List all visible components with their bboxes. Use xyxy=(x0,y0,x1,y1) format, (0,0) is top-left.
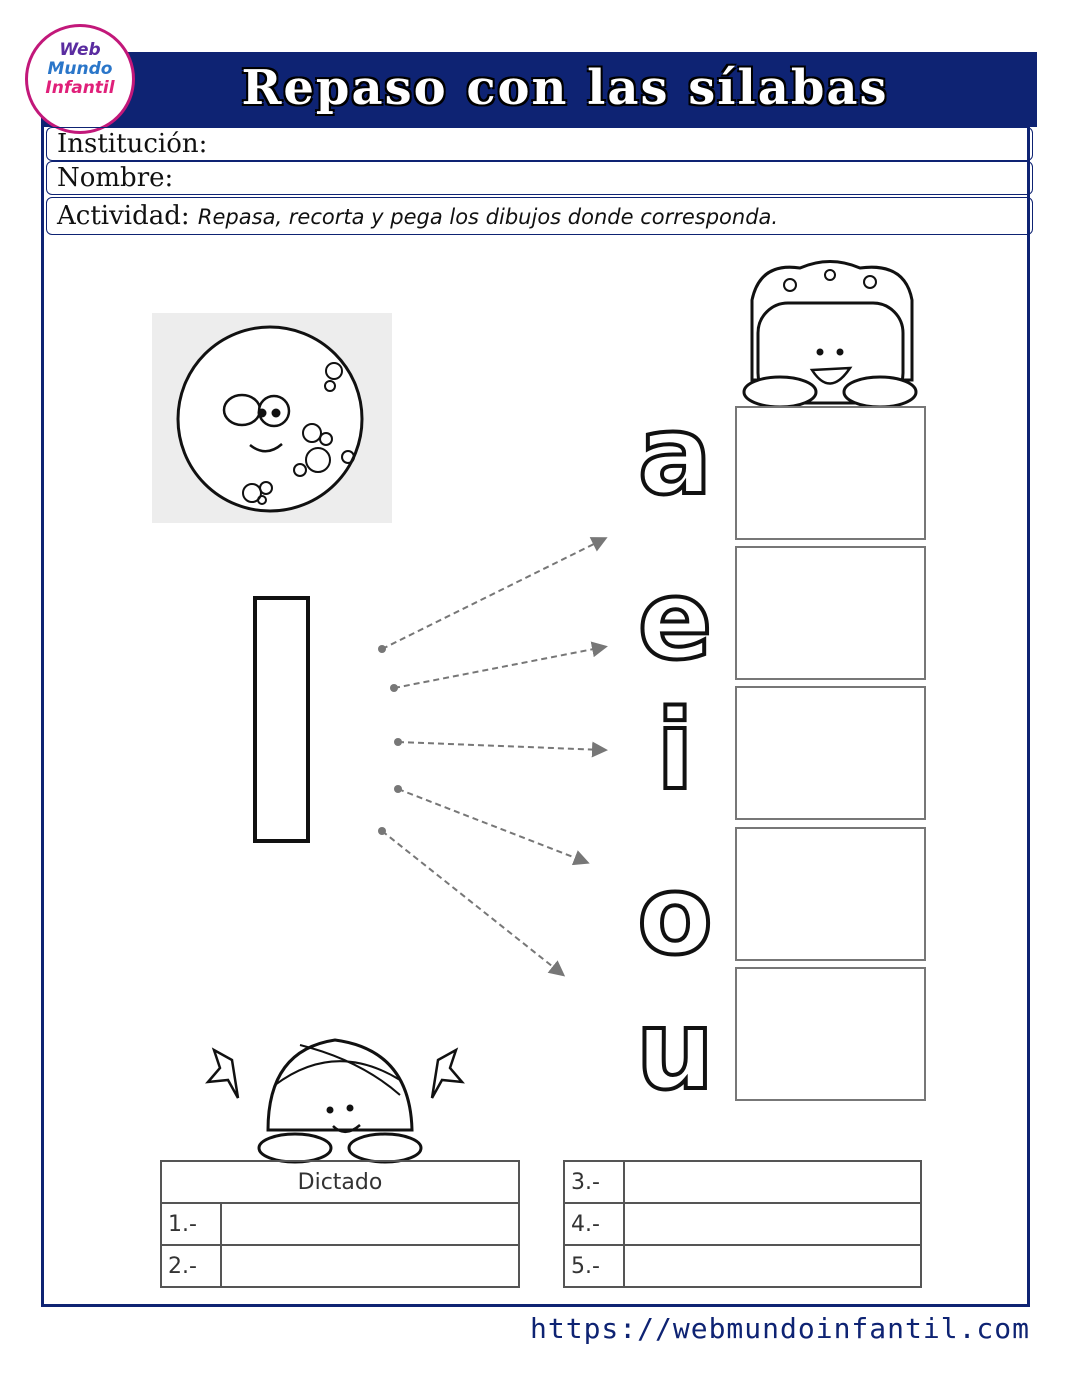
page-title: Repaso con las sílabas xyxy=(241,60,889,116)
dictation-number: 5.- xyxy=(564,1245,624,1287)
moon-illustration xyxy=(152,313,392,523)
dictation-answer-1[interactable] xyxy=(221,1203,519,1245)
arrow-i xyxy=(398,742,604,750)
footer-url[interactable]: https://webmundoinfantil.com xyxy=(530,1312,1031,1345)
vowel-i: i xyxy=(656,686,694,814)
vowel-o: o xyxy=(637,851,713,979)
dictation-answer-4[interactable] xyxy=(624,1203,921,1245)
logo-line-3: Infantil xyxy=(45,78,115,98)
dictation-table-left xyxy=(160,1160,520,1288)
dictation-answer-2[interactable] xyxy=(221,1245,519,1287)
logo-line-1: Web xyxy=(59,40,101,60)
paste-box-a[interactable] xyxy=(735,406,926,540)
arrow-a xyxy=(382,539,604,649)
paste-box-e[interactable] xyxy=(735,546,926,680)
nombre-label: Nombre: xyxy=(57,163,174,193)
actividad-text: Repasa, recorta y pega los dibujos donde corresponda. xyxy=(197,205,779,229)
arrows xyxy=(382,539,604,974)
dictation-header: Dictado xyxy=(161,1161,519,1203)
dictation-number: 3.- xyxy=(564,1161,624,1203)
letter-l-outline xyxy=(255,598,308,841)
dictation-number: 4.- xyxy=(564,1203,624,1245)
dictation-number: 2.- xyxy=(161,1245,221,1287)
character-bottom-illustration xyxy=(208,1040,462,1162)
vowel-e: e xyxy=(637,556,713,684)
logo-line-2: Mundo xyxy=(47,59,113,79)
vowel-u: u xyxy=(635,986,715,1114)
dictation-answer-5[interactable] xyxy=(624,1245,921,1287)
dictation-answer-3[interactable] xyxy=(624,1161,921,1203)
arrow-e xyxy=(394,647,604,688)
arrow-o xyxy=(398,789,586,862)
paste-box-u[interactable] xyxy=(735,967,926,1101)
paste-box-i[interactable] xyxy=(735,686,926,820)
institucion-label: Institución: xyxy=(57,129,208,159)
arrow-u xyxy=(382,831,562,974)
paste-box-o[interactable] xyxy=(735,827,926,961)
dictation-number: 1.- xyxy=(161,1203,221,1245)
vowel-a: a xyxy=(637,391,713,519)
character-top-illustration xyxy=(744,262,916,408)
actividad-label: Actividad: xyxy=(57,201,190,231)
dictation-table-right xyxy=(563,1160,922,1288)
